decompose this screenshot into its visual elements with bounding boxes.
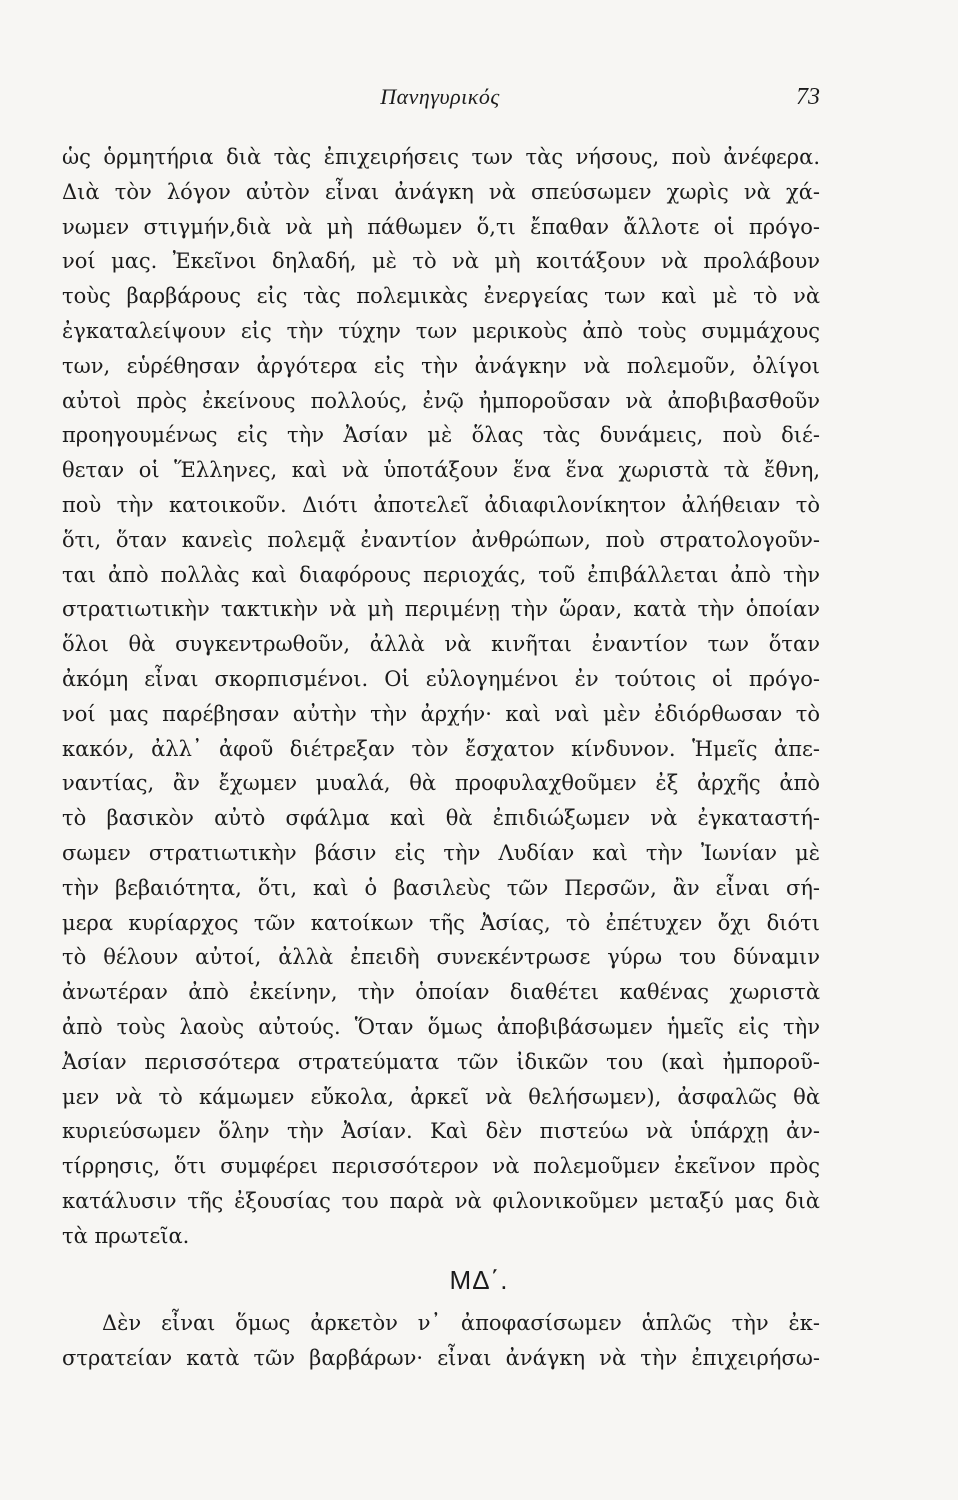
text-line: τὴν βεβαιότητα, ὅτι, καὶ ὁ βασιλεὺς τῶν Περσῶν, ἂν εἶναι σή- [62, 875, 820, 900]
text-line: κακόν, ἀλλ᾽ ἀφοῦ διέτρεξαν τὸν ἔσχατον κίνδυνον. Ἡμεῖς ἀπε- [62, 736, 820, 761]
text-line: νοί μας παρέβησαν αὐτὴν τὴν ἀρχήν· καὶ ναὶ μὲν ἐδιόρθωσαν τὸ [62, 701, 820, 726]
text-line: τίρρησις, ὅτι συμφέρει περισσότερον νὰ πολεμοῦμεν ἐκεῖνον πρὸς [62, 1154, 820, 1179]
text-line: ναντίας, ἂν ἔχωμεν μυαλά, θὰ προφυλαχθοῦμεν ἐξ ἀρχῆς ἀπὸ [62, 771, 820, 796]
text-line: ὡς ὁρμητήρια διὰ τὰς ἐπιχειρήσεις των τὰς νήσους, ποὺ ἀνέφερα. [62, 145, 820, 169]
text-line: Δὲν εἶναι ὅμως ἀρκετὸν ν᾽ ἀποφασίσωμεν ἁπλῶς τὴν ἐκ- [102, 1311, 820, 1335]
text-line: προηγουμένως εἰς τὴν Ἀσίαν μὲ ὅλας τὰς δυνάμεις, ποὺ διέ- [62, 423, 820, 448]
text-line: ἀκόμη εἶναι σκορπισμένοι. Οἱ εὐλογημένοι ἐν τούτοις οἱ πρόγο- [62, 666, 820, 691]
section-heading: ΜΔ΄. [449, 1265, 509, 1295]
text-line: στρατείαν κατὰ τῶν βαρβάρων· εἶναι ἀνάγκη νὰ τὴν ἐπιχειρήσω- [62, 1345, 820, 1370]
text-line: Διὰ τὸν λόγον αὐτὸν εἶναι ἀνάγκη νὰ σπεύσωμεν χωρὶς νὰ χά- [62, 179, 820, 204]
text-line: των, εὑρέθησαν ἀργότερα εἰς τὴν ἀνάγκην νὰ πολεμοῦν, ὀλίγοι [62, 353, 820, 378]
text-line: τὰ πρωτεῖα. [62, 1223, 190, 1248]
text-line: μεν νὰ τὸ κάμωμεν εὔκολα, ἀρκεῖ νὰ θελήσωμεν), ἀσφαλῶς θὰ [62, 1084, 820, 1109]
page-number: 73 [796, 84, 820, 110]
text-line: κυριεύσωμεν ὅλην τὴν Ἀσίαν. Καὶ δὲν πιστεύω νὰ ὑπάρχῃ ἀν- [62, 1119, 820, 1144]
text-line: ἀνωτέραν ἀπὸ ἐκείνην, τὴν ὁποίαν διαθέτει καθένας χωριστὰ [62, 980, 820, 1005]
paragraph-next [62, 1306, 820, 1376]
text-line: ὅτι, ὅταν κανεὶς πολεμᾷ ἐναντίον ἀνθρώπων, ποὺ στρατολογοῦν- [62, 527, 820, 552]
text-line: τοὺς βαρβάρους εἰς τὰς πολεμικὰς ἐνεργείας των καὶ μὲ τὸ νὰ [62, 284, 820, 309]
running-header [60, 84, 820, 118]
text-line: θεταν οἱ Ἕλληνες, καὶ νὰ ὑποτάξουν ἕνα ἕνα χωριστὰ τὰ ἔθνη, [62, 458, 820, 483]
text-line: σωμεν στρατιωτικὴν βάσιν εἰς τὴν Λυδίαν καὶ τὴν Ἰωνίαν μὲ [62, 840, 820, 865]
text-line: μερα κυρίαρχος τῶν κατοίκων τῆς Ἀσίας, τὸ ἐπέτυχεν ὄχι διότι [62, 910, 820, 935]
running-title: Πανηγυρικός [380, 84, 500, 109]
text-line: ἐγκαταλείψουν εἰς τὴν τύχην των μερικοὺς ἀπὸ τοὺς συμμάχους [62, 318, 820, 343]
text-line: τὸ θέλουν αὐτοί, ἀλλὰ ἐπειδὴ συνεκέντρωσε γύρω του δύναμιν [62, 945, 820, 970]
text-line: ὅλοι θὰ συγκεντρωθοῦν, ἀλλὰ νὰ κινῆται ἐναντίον των ὅταν [62, 632, 820, 657]
text-line: ται ἀπὸ πολλὰς καὶ διαφόρους περιοχάς, τοῦ ἐπιβάλλεται ἀπὸ τὴν [62, 562, 820, 587]
text-line: στρατιωτικὴν τακτικὴν νὰ μὴ περιμένῃ τὴν ὥραν, κατὰ τὴν ὁποίαν [62, 597, 820, 622]
text-line: αὐτοὶ πρὸς ἐκείνους πολλούς, ἐνῷ ἠμποροῦσαν νὰ ἀποβιβασθοῦν [62, 388, 820, 413]
text-line: νοί μας. Ἐκεῖνοι δηλαδή, μὲ τὸ νὰ μὴ κοιτάξουν νὰ προλάβουν [62, 249, 820, 274]
paragraph-main [62, 140, 820, 1254]
text-line: νωμεν στιγμήν,διὰ νὰ μὴ πάθωμεν ὅ,τι ἔπαθαν ἄλλοτε οἱ πρόγο- [62, 214, 820, 239]
text-line: κατάλυσιν τῆς ἐξουσίας του παρὰ νὰ φιλονικοῦμεν μεταξύ μας διὰ [62, 1188, 820, 1213]
text-line: ἀπὸ τοὺς λαοὺς αὐτούς. Ὅταν ὅμως ἀποβιβάσωμεν ἡμεῖς εἰς τὴν [62, 1014, 820, 1039]
text-line: τὸ βασικὸν αὐτὸ σφάλμα καὶ θὰ ἐπιδιώξωμεν νὰ ἐγκαταστή- [62, 806, 820, 831]
text-line: ποὺ τὴν κατοικοῦν. Διότι ἀποτελεῖ ἀδιαφιλονίκητον ἀλήθειαν τὸ [62, 492, 820, 517]
text-line: Ἀσίαν περισσότερα στρατεύματα τῶν ἰδικῶν του (καὶ ἠμποροῦ- [62, 1049, 820, 1074]
